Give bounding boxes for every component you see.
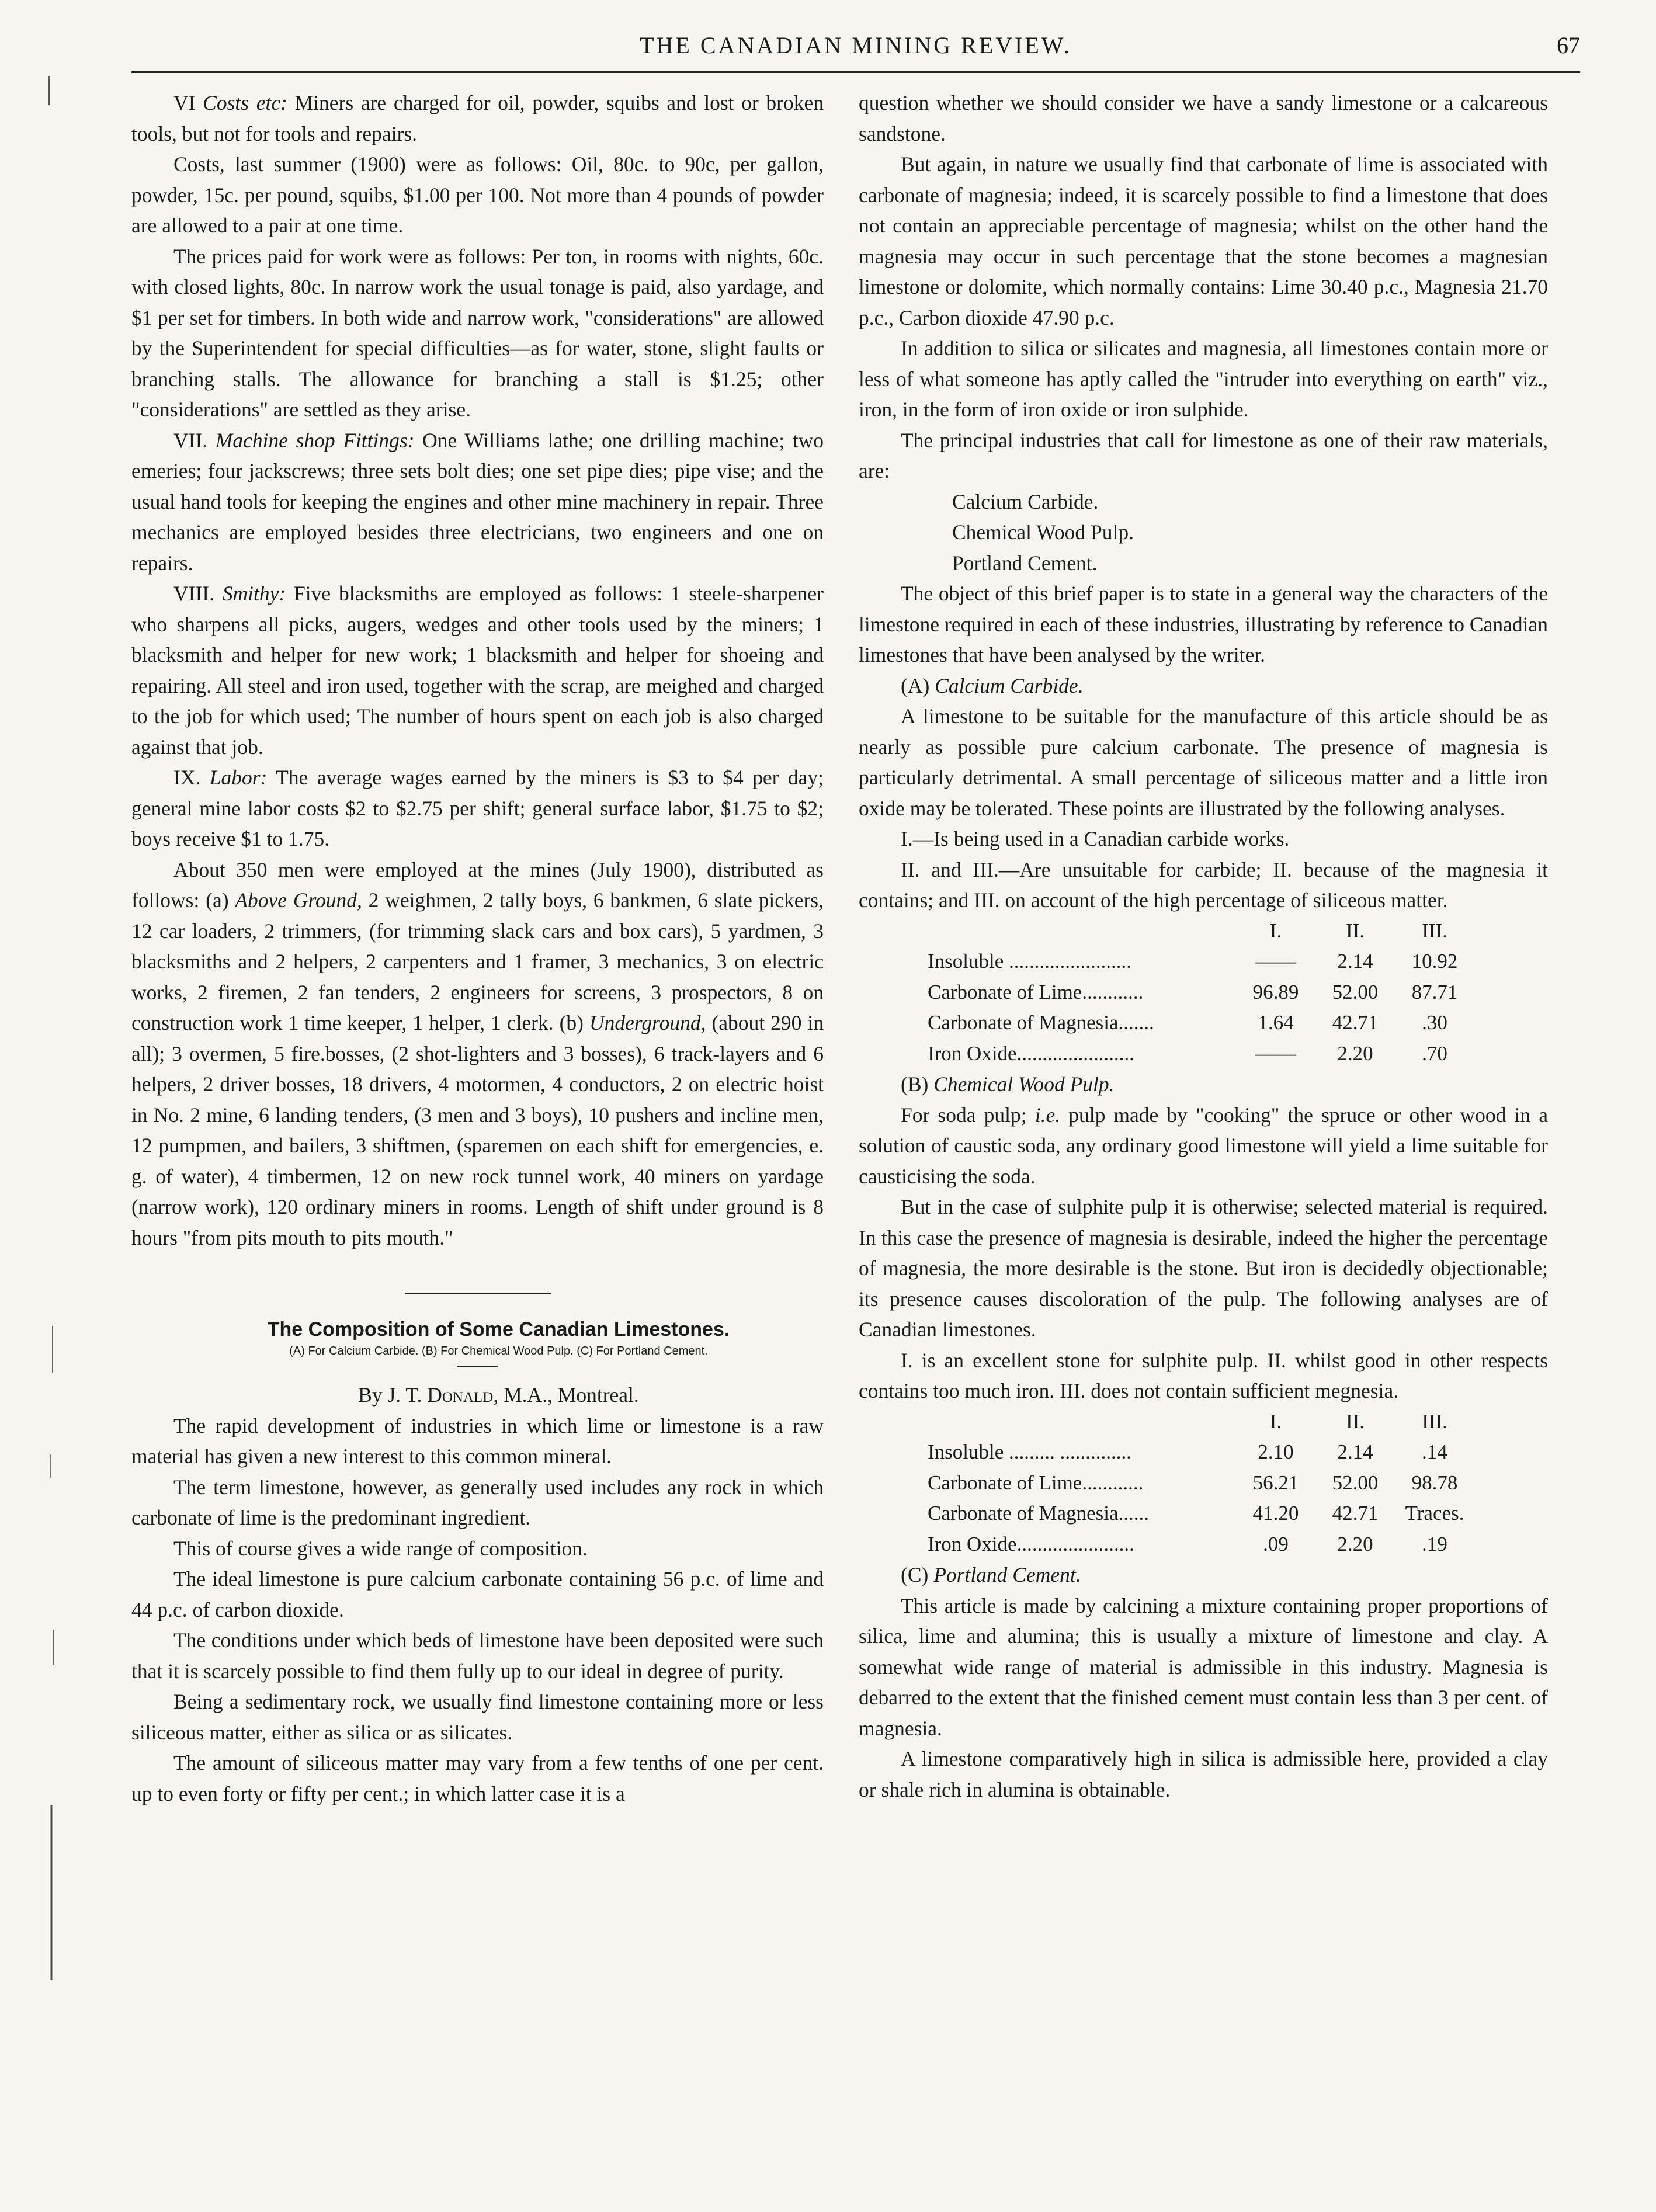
industry-item: Calcium Carbide. — [952, 489, 1099, 513]
paragraph-continued: question whether we should consider we have a sandy limestone or a calcareous sandstone. — [859, 91, 1548, 145]
table-cell: Carbonate of Lime............ — [928, 980, 1144, 1003]
paragraph-machine-shop: VII. Machine shop Fittings: One Williams lathe; one drilling machine; two emeries; four jackscrews; three sets bolt dies; one set pipe dies; pipe vise; and the usual hand tools for keeping the engines and other mine machinery in repair. Three mechanics are employed besides three electricians, two engineers and one on repairs. — [131, 428, 824, 575]
paragraph-smithy: VIII. Smithy: Five blacksmiths are employed as follows: 1 steele-sharpener who sharpens all picks, augers, wedges and other tools used by the miners; 1 blacksmith and helper for new work; 1 blacksmith and helper for shoeing and repairing. All steel and iron used, together with the scrap, are meighed and charged to the job for which used; The number of hours spent on each job is also charged against that job. — [131, 582, 824, 759]
paragraph-a-1: A limestone to be suitable for the manufacture of this article should be as nearly as possible pure calcium carbonate. The presence of magnesia is particularly detrimental. A small percentage of siliceous matter and a little iron oxide may be tolerated. These points are illustrated by the following analyses. — [859, 704, 1548, 820]
table-header — [923, 1407, 1236, 1437]
table-cell: 42.71 — [1332, 1011, 1379, 1034]
article-title: The Composition of Some Canadian Limestones. — [267, 1318, 730, 1341]
table-cell: 56.21 — [1252, 1471, 1299, 1494]
table-cell: 2.10 — [1258, 1440, 1294, 1463]
table-cell: 2.14 — [1337, 950, 1373, 973]
table-cell: Carbonate of Lime............ — [928, 1471, 1144, 1494]
article-separator — [405, 1293, 551, 1294]
article-byline: By J. T. Donald, M.A., Montreal. — [358, 1383, 639, 1407]
table-header: II. — [1345, 919, 1365, 942]
table-cell: —— — [1255, 1041, 1296, 1065]
paragraph-intro-7: The amount of siliceous matter may vary from a few tenths of one per cent. up to even forty or fifty per cent.; in which latter case it is a — [131, 1751, 824, 1805]
table-row — [923, 1498, 1474, 1529]
table-header: I. — [1269, 919, 1282, 942]
table-cell: Insoluble ........................ — [928, 950, 1132, 973]
table-cell: .70 — [1422, 1041, 1447, 1065]
article-subtitle: (A) For Calcium Carbide. (B) For Chemical Wood Pulp. (C) For Portland Cement. — [289, 1345, 708, 1357]
table-cell: 42.71 — [1332, 1502, 1379, 1525]
journal-title: THE CANADIAN MINING REVIEW. — [640, 32, 1072, 58]
page-number: 67 — [1557, 32, 1580, 58]
paragraph-object: The object of this brief paper is to state in a general way the characters of the limestone required in each of these industries, illustrating by reference to Canadian limestones that have been analysed by the writer. — [859, 582, 1548, 666]
table-cell: Insoluble ......... .............. — [928, 1440, 1132, 1463]
table-cell: 98.78 — [1411, 1471, 1458, 1494]
running-header — [131, 21, 1580, 68]
table-cell: .19 — [1422, 1532, 1447, 1555]
table-row — [923, 1039, 1474, 1069]
analysis-table-wood-pulp — [923, 1407, 1474, 1560]
table-cell: .09 — [1263, 1532, 1289, 1555]
table-header: I. — [1269, 1409, 1282, 1433]
paragraph-c-2: A limestone comparatively high in silica is admissible here, provided a clay or shale rich in alumina is obtainable. — [859, 1747, 1548, 1801]
analysis-table-carbide — [923, 916, 1474, 1069]
paragraph-magnesia: But again, in nature we usually find that carbonate of lime is associated with carbonate of magnesia; indeed, it is scarcely possible to find a limestone that does not contain an appreciable percentage of magnesia; whilst on the other hand the magnesia may occur in such percentage that the stone becomes a magnesian limestone or dolomite, which normally contains: Lime 30.40 p.c., Magnesia 21.70 p.c., Carbon dioxide 47.90 p.c. — [859, 152, 1548, 329]
paragraph-b-3: I. is an excellent stone for sulphite pulp. II. whilst good in other respects contains too much iron. III. does not contain sufficient megnesia. — [859, 1348, 1548, 1402]
table-header-row — [923, 916, 1474, 947]
table-cell: 2.20 — [1337, 1532, 1373, 1555]
table-cell: 87.71 — [1411, 980, 1458, 1003]
table-cell: 52.00 — [1332, 980, 1379, 1003]
table-cell: 41.20 — [1252, 1502, 1299, 1525]
table-row — [923, 1008, 1474, 1039]
paragraph-a-3: II. and III.—Are unsuitable for carbide; II. because of the magnesia it contains; and III. on account of the high percentage of siliceous matter. — [859, 857, 1548, 912]
left-column — [131, 88, 824, 1809]
table-cell: 2.20 — [1337, 1041, 1373, 1065]
table-cell: Traces. — [1405, 1502, 1464, 1525]
paragraph-intro-1: The rapid development of industries in which lime or limestone is a raw material has given a new interest to this common mineral. — [131, 1414, 824, 1468]
paragraph-b-1: For soda pulp; i.e. pulp made by "cooking" the spruce or other wood in a solution of caustic soda, any ordinary good limestone will yield a lime suitable for causticising the soda. — [859, 1103, 1548, 1188]
paragraph-costs: VI Costs etc: Miners are charged for oil, powder, squibs and lost or broken tools, but not for tools and repairs. — [131, 91, 824, 145]
paragraph-iron: In addition to silica or silicates and magnesia, all limestones contain more or less of what someone has aptly called the "intruder into everything on earth" viz., iron, in the form of iron oxide or iron sulphide. — [859, 336, 1548, 421]
section-heading-b: (B) Chemical Wood Pulp. — [901, 1072, 1115, 1096]
table-cell: 1.64 — [1258, 1011, 1294, 1034]
section-heading-c: (C) Portland Cement. — [901, 1563, 1081, 1586]
paragraph-intro-6: Being a sedimentary rock, we usually find limestone containing more or less siliceous matter, either as silica or as silicates. — [131, 1690, 824, 1744]
table-row — [923, 977, 1474, 1008]
table-row — [923, 946, 1474, 977]
table-cell: 2.14 — [1337, 1440, 1373, 1463]
paragraph-intro-4: The ideal limestone is pure calcium carbonate containing 56 p.c. of lime and 44 p.c. of carbon dioxide. — [131, 1567, 824, 1621]
table-cell: —— — [1255, 950, 1296, 973]
table-cell: .14 — [1422, 1440, 1447, 1463]
paragraph-a-2: I.—Is being used in a Canadian carbide works. — [901, 827, 1290, 850]
paragraph-labor: IX. Labor: The average wages earned by the miners is $3 to $4 per day; general mine labor costs $2 to $2.75 per shift; general surface labor, $1.75 to $2; boys receive $1 to 1.75. — [131, 766, 824, 850]
table-cell: 52.00 — [1332, 1471, 1379, 1494]
paragraph-c-1: This article is made by calcining a mixture containing proper proportions of silica, lime and alumina; this is usually a mixture of limestone and clay. A somewhat wide range of material is admissible in this industry. Magnesia is debarred to the extent that the finished cement must contain less than 3 per cent. of magnesia. — [859, 1593, 1548, 1740]
paragraph-industries: The principal industries that call for limestone as one of their raw materials, are: — [859, 428, 1548, 482]
table-cell: Carbonate of Magnesia....... — [928, 1011, 1154, 1034]
table-row — [923, 1468, 1474, 1499]
industry-item: Chemical Wood Pulp. — [952, 520, 1134, 544]
table-cell: Iron Oxide....................... — [928, 1041, 1134, 1065]
table-cell: Iron Oxide....................... — [928, 1532, 1134, 1555]
header-rule — [131, 71, 1580, 73]
byline-separator — [457, 1366, 498, 1367]
paragraph-intro-5: The conditions under which beds of limestone have been deposited were such that it is scarcely possible to find them fully up to our ideal in degree of purity. — [131, 1628, 824, 1683]
table-header: III. — [1422, 919, 1447, 942]
section-heading-a: (A) Calcium Carbide. — [901, 673, 1084, 697]
paragraph-intro-2: The term limestone, however, as generally used includes any rock in which carbonate of lime is the predominant ingredient. — [131, 1475, 824, 1529]
paragraph-b-2: But in the case of sulphite pulp it is otherwise; selected material is required. In this case the presence of magnesia is desirable, indeed the higher the percentage of magnesia, the more desirable is the stone. But iron is decidedly objectionable; its presence causes discoloration of the pulp. The following analyses are of Canadian limestones. — [859, 1195, 1548, 1341]
paragraph-men-employed: About 350 men were employed at the mines (July 1900), distributed as follows: (a) Above Ground, 2 weighmen, 2 tally boys, 6 bankmen, 6 slate pickers, 12 car loaders, 2 trimmers, (for trimming slack cars and box cars), 5 yardmen, 3 blacksmiths and 2 helpers, 2 carpenters and 1 framer, 3 mechanics, 3 on electric works, 2 firemen, 2 fan tenders, 2 engineers for screens, 3 prospectors, 8 on construction work 1 time keeper, 1 helper, 1 clerk. (b) Underground, (about 290 in all); 3 overmen, 5 fire.bosses, (2 shot-lighters and 3 bosses), 6 track-layers and 6 helpers, 2 driver bosses, 18 drivers, 4 motormen, 4 conductors, 2 on electric hoist in No. 2 mine, 6 landing tenders, (3 men and 3 boys), 10 pushers and incline men, 12 pumpmen, and bailers, 3 shiftmen, (sparemen on each shift for emergencies, e. g. of water), 4 timbermen, 12 on new rock tunnel work, 40 miners on yardage (narrow work), 120 ordinary miners in rooms. Length of shift under ground is 8 hours "from pits mouth to pits mouth." — [131, 857, 824, 1249]
table-cell: .30 — [1422, 1011, 1447, 1034]
table-header-row — [923, 1407, 1474, 1437]
table-cell: 10.92 — [1411, 950, 1458, 973]
table-header: III. — [1422, 1409, 1447, 1433]
table-row — [923, 1529, 1474, 1560]
table-cell: 96.89 — [1252, 980, 1299, 1003]
table-row — [923, 1437, 1474, 1468]
table-cell: Carbonate of Magnesia...... — [928, 1502, 1150, 1525]
right-column — [859, 88, 1548, 1805]
table-header: II. — [1345, 1409, 1365, 1433]
paragraph-prices: The prices paid for work were as follows: Per ton, in rooms with nights, 60c. with closed lights, 80c. In narrow work the usual tonage is paid, also yardage, and $1 per set for timbers. In both wide and narrow work, "considerations" are allowed by the Superintendent for special difficulties—as for water, stone, slight faults or branching stalls. The allowance for branching a stall is $1.25; other "considerations" are settled as they arise. — [131, 244, 824, 421]
industry-item: Portland Cement. — [952, 551, 1098, 575]
margin-scan-marks — [41, 53, 58, 2039]
paragraph-intro-3: This of course gives a wide range of composition. — [173, 1536, 588, 1560]
table-header — [923, 916, 1236, 947]
paragraph-costs-summer: Costs, last summer (1900) were as follows: Oil, 80c. to 90c, per gallon, powder, 15c. per pound, squibs, $1.00 per 100. Not more than 4 pounds of powder are allowed to a pair at one time. — [131, 152, 824, 237]
